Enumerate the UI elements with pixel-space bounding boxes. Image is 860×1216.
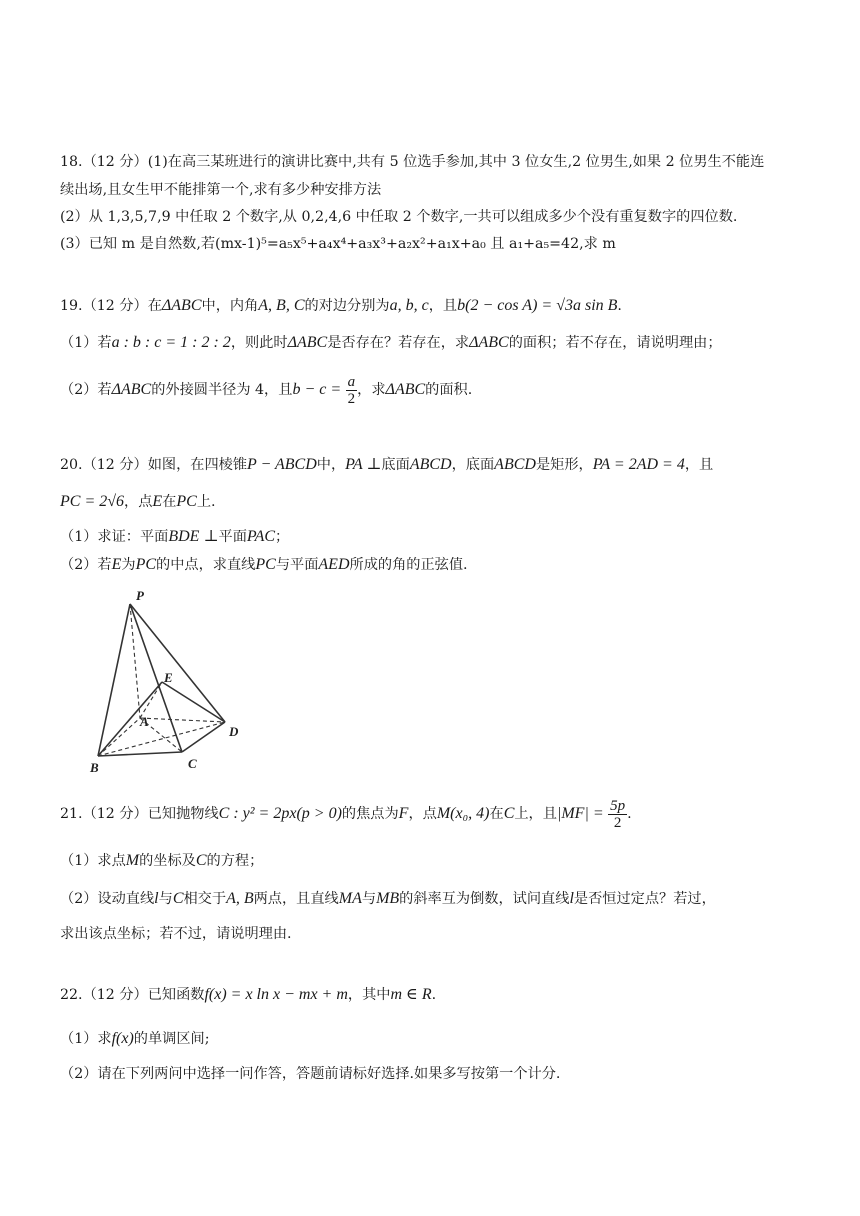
text: 的中点，求直线: [156, 557, 256, 573]
text: 两点，且直线: [253, 891, 339, 907]
text: （1）求点: [60, 853, 126, 869]
math: l: [569, 890, 574, 907]
text: 的对边分别为: [304, 298, 390, 314]
math: M(x₀, 4): [436, 805, 490, 822]
math: PC: [255, 556, 276, 573]
math: b − c =: [292, 381, 342, 398]
text: 是否恒过定点？若过，: [573, 891, 716, 907]
text: ，点: [408, 806, 437, 822]
label-d: D: [229, 724, 239, 739]
q18-line-1: 18.（12 分）(1)在高三某班进行的演讲比赛中,共有 5 位选手参加,其中 3 位女生,2 位男生,如果 2 位男生不能连: [60, 154, 765, 170]
math: PC: [176, 493, 197, 510]
q20-line-3: [60, 527, 804, 547]
text: 的单调区间;: [133, 1031, 210, 1047]
math: E: [111, 556, 122, 573]
label-c: C: [188, 756, 197, 771]
text: 的面积；若不存在，请说明理由；: [508, 335, 722, 351]
text: 是否存在？若存在，求: [327, 335, 470, 351]
math: ΔABC: [469, 334, 509, 351]
text: 底面: [381, 457, 410, 473]
q21-line-2: [60, 851, 804, 871]
pyramid-figure: [84, 590, 254, 775]
q22-line-2: [60, 1029, 804, 1049]
math: a : b : c = 1 : 2 : 2: [111, 334, 231, 351]
text: ，则此时: [230, 335, 288, 351]
math: M: [125, 852, 140, 869]
q21-line-1: [60, 796, 804, 832]
fraction: [346, 374, 358, 407]
math: f(x): [111, 1030, 134, 1047]
q22-line-1: [60, 985, 804, 1005]
math: ABCD: [409, 456, 452, 473]
math: ΔABC: [111, 381, 152, 398]
edge-ed: [162, 682, 225, 722]
text: （1）若: [60, 335, 112, 351]
text: 所成的角的正弦值.: [349, 557, 468, 573]
edge-pc: [130, 604, 182, 752]
math: A, B: [226, 890, 254, 907]
math: PC: [135, 556, 157, 573]
q21-line-4: 求出该点坐标；若不过，请说明理由.: [60, 926, 292, 942]
edge-be: [98, 682, 162, 756]
text: .: [431, 987, 437, 1003]
fraction: [608, 798, 627, 831]
edge-bc: [98, 752, 182, 756]
math: A, B, C: [258, 297, 305, 314]
label-e: E: [164, 670, 173, 685]
q18-line-3: (2）从 1,3,5,7,9 中任取 2 个数字,从 0,2,4,6 中任取 2 个数字,一共可以组成多少个没有重复数字的四位数.: [60, 209, 738, 225]
numerator: a: [347, 373, 356, 390]
text: 平面: [218, 529, 247, 545]
math: b(2 − cos A) = √3a sin B: [457, 297, 618, 314]
text: 与平面: [275, 557, 319, 573]
text: （2）若: [60, 557, 112, 573]
math: C: [172, 890, 184, 907]
text: ，求: [357, 382, 386, 398]
denominator: 2: [613, 814, 622, 831]
q18-line-4: (3）已知 m 是自然数,若(mx-1)⁵=a₅x⁵+a₄x⁴+a₃x³+a₂x²+a₁x+a₀ 且 a₁+a₅=42,求 m: [60, 236, 616, 252]
edge-cd: [182, 722, 225, 752]
text: 19.（12 分）在: [60, 298, 162, 314]
edge-pa: [130, 604, 140, 718]
text: 的斜率互为倒数，试问直线: [399, 891, 570, 907]
label-b: B: [90, 760, 99, 775]
text: 的外接圆半径为 4，且: [151, 382, 293, 398]
text: ，点: [124, 494, 153, 510]
text: 中，: [316, 457, 346, 473]
text: .: [617, 298, 622, 314]
math: ΔABC: [385, 381, 426, 398]
math: a, b, c: [389, 297, 429, 314]
q20-line-1: [60, 455, 804, 475]
math: MB: [376, 890, 400, 907]
math: |MF| =: [556, 805, 604, 822]
math: C: [195, 852, 207, 869]
text: （1）求: [60, 1031, 112, 1047]
text: 是矩形，: [535, 457, 593, 473]
math: l: [154, 890, 159, 907]
math: MA: [338, 890, 362, 907]
text: 的焦点为: [341, 806, 399, 822]
text: （1）求证：平面: [60, 529, 169, 545]
math: BDE ⊥: [168, 528, 219, 545]
text: 22.（12 分）已知函数: [60, 987, 205, 1003]
math: ΔABC: [161, 297, 202, 314]
q22-line-3: （2）请在下列两问中选择一问作答，答题前请标好选择.如果多写按第一个计分.: [60, 1066, 561, 1082]
math: AED: [318, 556, 350, 573]
text: 与: [158, 891, 173, 907]
math: P − ABCD: [247, 456, 317, 473]
text: 上，且: [514, 806, 557, 822]
pyramid-diagram: [84, 590, 254, 775]
text: 的方程；: [206, 853, 264, 869]
text: 与: [361, 891, 377, 907]
label-p: P: [136, 590, 144, 603]
numerator: 5p: [610, 797, 626, 814]
edge-ad: [140, 718, 225, 722]
math: C : y² = 2px(p > 0): [218, 805, 342, 822]
text: （2）设动直线: [60, 891, 155, 907]
text: 为: [121, 557, 136, 573]
denominator: 2: [347, 390, 356, 407]
math: C: [503, 805, 515, 822]
edge-bd: [98, 722, 225, 756]
text: 上.: [196, 494, 216, 510]
text: 21.（12 分）已知抛物线: [60, 806, 219, 822]
q18-line-2: 续出场,且女生甲不能排第一个,求有多少种安排方法: [60, 182, 382, 198]
text: 的坐标及: [139, 853, 196, 869]
math: PAC: [246, 528, 276, 545]
text: ，且: [428, 298, 458, 314]
math: PC = 2√6: [60, 493, 125, 510]
text: （2）若: [60, 382, 112, 398]
text: ，且: [684, 457, 714, 473]
math: f(x) = x ln x − mx + m: [204, 986, 348, 1003]
text: ；: [275, 529, 290, 545]
text: 相交于: [183, 891, 227, 907]
math: F: [398, 805, 409, 822]
text: 的面积.: [425, 382, 473, 398]
text: 在: [162, 494, 177, 510]
q19-line-2: [60, 333, 804, 353]
math: E: [152, 493, 163, 510]
math: m ∈ R: [390, 986, 432, 1003]
q20-line-4: [60, 555, 804, 575]
math: PA ⊥: [345, 456, 382, 473]
math: ΔABC: [287, 334, 328, 351]
text: 中，内角: [201, 298, 259, 314]
q20-line-2: [60, 492, 804, 512]
text: 在: [489, 806, 504, 822]
edge-pd: [130, 604, 225, 722]
math: PA = 2AD = 4: [592, 456, 685, 473]
math: ABCD: [494, 456, 536, 473]
text: .: [627, 806, 632, 822]
q21-line-3: [60, 889, 804, 909]
text: ，其中: [347, 987, 391, 1003]
edge-ae: [140, 682, 162, 718]
q19-line-3: [60, 372, 804, 408]
text: ，底面: [451, 457, 495, 473]
text: 20.（12 分）如图，在四棱锥: [60, 457, 248, 473]
edge-pb: [98, 604, 130, 756]
q19-line-1: [60, 296, 804, 316]
label-a: A: [140, 714, 149, 729]
